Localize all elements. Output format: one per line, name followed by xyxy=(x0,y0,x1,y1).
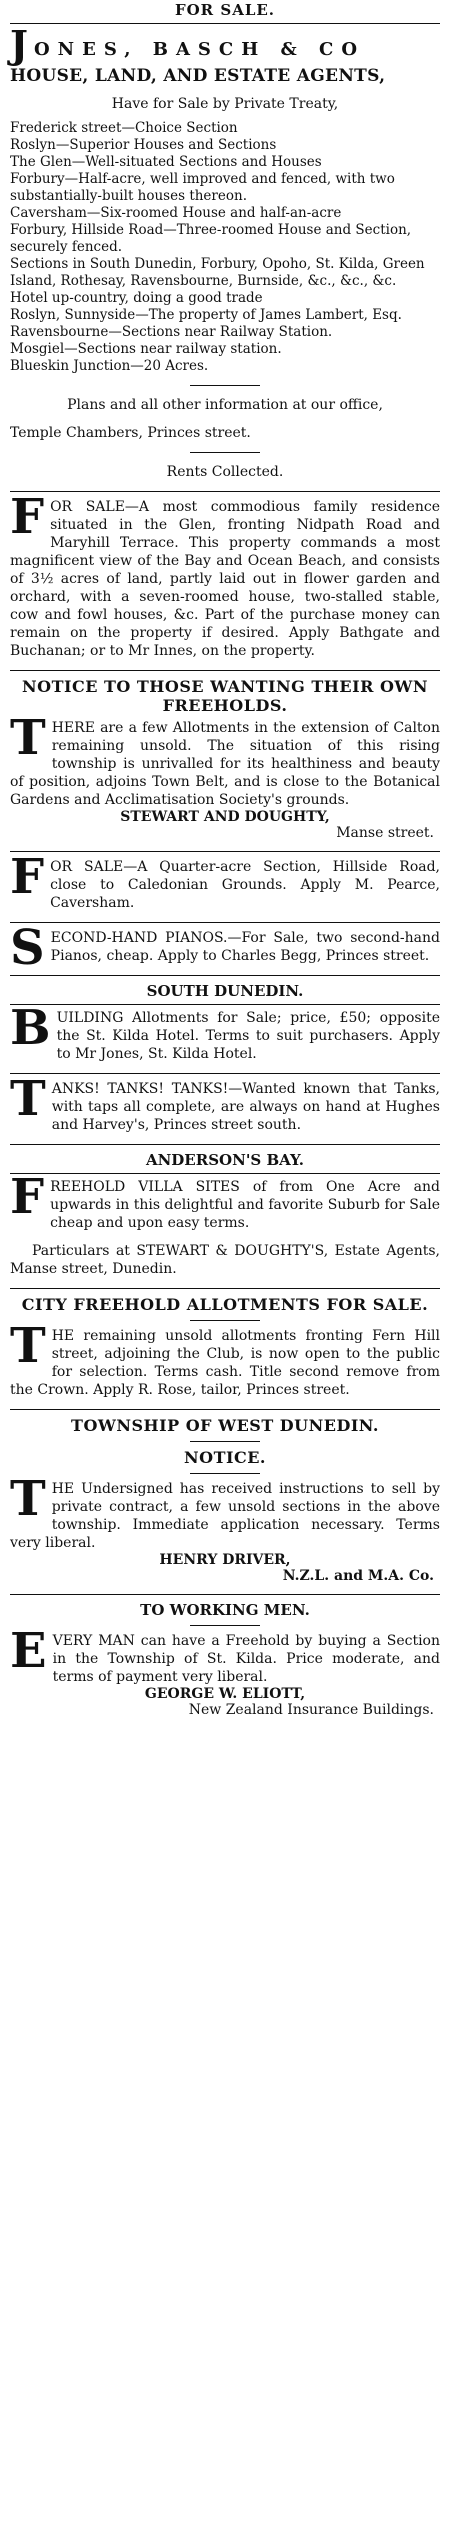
dropcap: T xyxy=(10,1318,46,1374)
ad-west-dunedin xyxy=(10,1416,440,1584)
page-title: FOR SALE. xyxy=(174,1,276,19)
list-item: Forbury, Hillside Road—Three-roomed House and Section, securely fenced. xyxy=(10,222,412,255)
list-item: The Glen—Well-situated Sections and Houses xyxy=(10,154,322,170)
advertiser-name: HENRY DRIVER, xyxy=(159,1552,291,1568)
agency-subtitle: HOUSE, LAND, AND ESTATE AGENTS, xyxy=(10,66,386,86)
ad-andersons-bay xyxy=(10,1151,440,1278)
ad-jones-header xyxy=(10,22,440,67)
dropcap: S xyxy=(10,920,45,976)
divider xyxy=(190,385,260,386)
ad-pianos xyxy=(10,920,440,976)
ad-glen-residence xyxy=(10,489,440,660)
ad-freeholds xyxy=(10,677,440,841)
agency-name: ONES, BASCH & CO xyxy=(33,39,366,60)
divider xyxy=(190,1320,260,1321)
divider xyxy=(10,1073,440,1074)
divider xyxy=(190,1473,260,1474)
plans-line: Plans and all other information at our office, xyxy=(67,397,383,413)
divider xyxy=(10,1144,440,1145)
ad-text: REEHOLD VILLA SITES of from One Acre and upwards in this delightful and favorite Suburb for Sale cheap and upon easy terms. xyxy=(50,1179,440,1231)
advertiser-name: STEWART AND DOUGHTY, xyxy=(120,809,330,825)
divider xyxy=(190,1625,260,1626)
list-item: Forbury—Half-acre, well improved and fenced, with two substantially-built houses thereon. xyxy=(10,171,395,204)
notice-heading: NOTICE. xyxy=(184,1448,266,1467)
divider xyxy=(10,23,440,24)
ad-text: VERY MAN can have a Freehold by buying a Section in the Township of St. Kilda. Price moderate, and terms of payment very liberal. xyxy=(52,1633,440,1685)
list-item: Roslyn, Sunnyside—The property of James Lambert, Esq. xyxy=(10,307,402,323)
address: Temple Chambers, Princes street. xyxy=(10,425,251,441)
divider xyxy=(10,670,440,671)
dropcap: F xyxy=(10,849,45,905)
ad-title: CITY FREEHOLD ALLOTMENTS FOR SALE. xyxy=(21,1295,429,1314)
dropcap: E xyxy=(10,1623,47,1679)
ad-city-allotments xyxy=(10,1295,440,1399)
dropcap: J xyxy=(10,22,28,67)
ad-title: NOTICE TO THOSE WANTING THEIR OWN FREEHOLDS. xyxy=(22,677,428,715)
list-item: Hotel up-country, doing a good trade xyxy=(10,290,263,306)
ad-tanks xyxy=(10,1071,440,1134)
have-for-sale: Have for Sale by Private Treaty, xyxy=(111,96,339,112)
advertiser-address: New Zealand Insurance Buildings. xyxy=(188,1702,434,1718)
divider xyxy=(10,491,440,492)
list-item: Blueskin Junction—20 Acres. xyxy=(10,358,209,374)
divider xyxy=(10,1288,440,1289)
divider xyxy=(10,922,440,923)
divider xyxy=(10,1173,440,1174)
divider xyxy=(190,452,260,453)
ad-text: HERE are a few Allotments in the extension of Calton remaining unsold. The situation of this rising township is unrivalled for its healthiness and beauty of position, adjoins Town Belt, and is close to the Botanical Gardens and Acclimatisation Society's grounds. xyxy=(10,720,440,808)
dropcap: F xyxy=(10,489,45,545)
ad-jones-basch xyxy=(10,22,440,481)
advertiser-org: N.Z.L. and M.A. Co. xyxy=(282,1568,434,1584)
divider xyxy=(10,1409,440,1410)
dropcap: T xyxy=(10,1071,46,1127)
advertiser-address: Manse street. xyxy=(336,825,434,841)
list-item: Mosgiel—Sections near railway station. xyxy=(10,341,282,357)
ad-title: SOUTH DUNEDIN. xyxy=(146,982,304,1000)
particulars: Particulars at STEWART & DOUGHTY'S, Estate Agents, Manse street, Dunedin. xyxy=(10,1243,440,1277)
ad-title: TO WORKING MEN. xyxy=(140,1601,310,1619)
ad-text: HE remaining unsold allotments fronting Fern Hill street, adjoining the Club, is now open to the public for selection. Terms cash. Title second remove from the Crown. Apply R. Rose, tailor, Princes street. xyxy=(10,1328,440,1398)
dropcap: F xyxy=(10,1169,45,1225)
ad-title: ANDERSON'S BAY. xyxy=(145,1151,305,1169)
ad-text: HE Undersigned has received instructions to sell by private contract, a few unsold sections in the above township. Immediate application necessary. Terms very liberal. xyxy=(10,1481,440,1551)
ad-text: UILDING Allotments for Sale; price, £50; opposite the St. Kilda Hotel. Terms to suit purchasers. Apply to Mr Jones, St. Kilda Hotel. xyxy=(56,1010,440,1062)
dropcap: B xyxy=(10,1000,51,1056)
list-item: Roslyn—Superior Houses and Sections xyxy=(10,137,277,153)
advertiser-name: GEORGE W. ELIOTT, xyxy=(144,1686,306,1702)
divider xyxy=(190,1441,260,1442)
ad-working-men xyxy=(10,1601,440,1718)
property-list xyxy=(10,120,440,375)
ad-text: ANKS! TANKS! TANKS!—Wanted known that Tanks, with taps all complete, are always on hand at Hughes and Harvey's, Princes street south. xyxy=(51,1081,440,1133)
list-item: Sections in South Dunedin, Forbury, Opoho, St. Kilda, Green Island, Rothesay, Ravensbourne, Burnside, &c., &c., &c. xyxy=(10,256,425,289)
dropcap: T xyxy=(10,1471,46,1527)
ad-title: TOWNSHIP OF WEST DUNEDIN. xyxy=(71,1416,379,1435)
divider xyxy=(10,851,440,852)
divider xyxy=(10,1594,440,1595)
ad-south-dunedin xyxy=(10,982,440,1063)
ad-text: OR SALE—A most commodious family residence situated in the Glen, fronting Nidpath Road and Maryhill Terrace. This property commands a most magnificent view of the Bay and Ocean Beach, and consists of 3½ acres of land, partly laid out in flower garden and orchard, with a seven-roomed house, two-stalled stable, cow and fowl houses, &c. Part of the purchase money can remain on the property if desired. Apply Bathgate and Buchanan; or to Mr Innes, on the property. xyxy=(10,499,440,659)
list-item: Ravensbourne—Sections near Railway Station. xyxy=(10,324,333,340)
list-item: Caversham—Six-roomed House and half-an-acre xyxy=(10,205,342,221)
list-item: Frederick street—Choice Section xyxy=(10,120,238,136)
dropcap: T xyxy=(10,710,46,766)
rents-collected: Rents Collected. xyxy=(166,464,284,480)
ad-text: OR SALE—A Quarter-acre Section, Hillside Road, close to Caledonian Grounds. Apply M. Pearce, Caversham. xyxy=(50,859,440,911)
ad-quarter-acre xyxy=(10,849,440,912)
divider xyxy=(10,975,440,976)
divider xyxy=(10,1004,440,1005)
ad-text: ECOND-HAND PIANOS.—For Sale, two second-hand Pianos, cheap. Apply to Charles Begg, Princes street. xyxy=(50,930,440,964)
